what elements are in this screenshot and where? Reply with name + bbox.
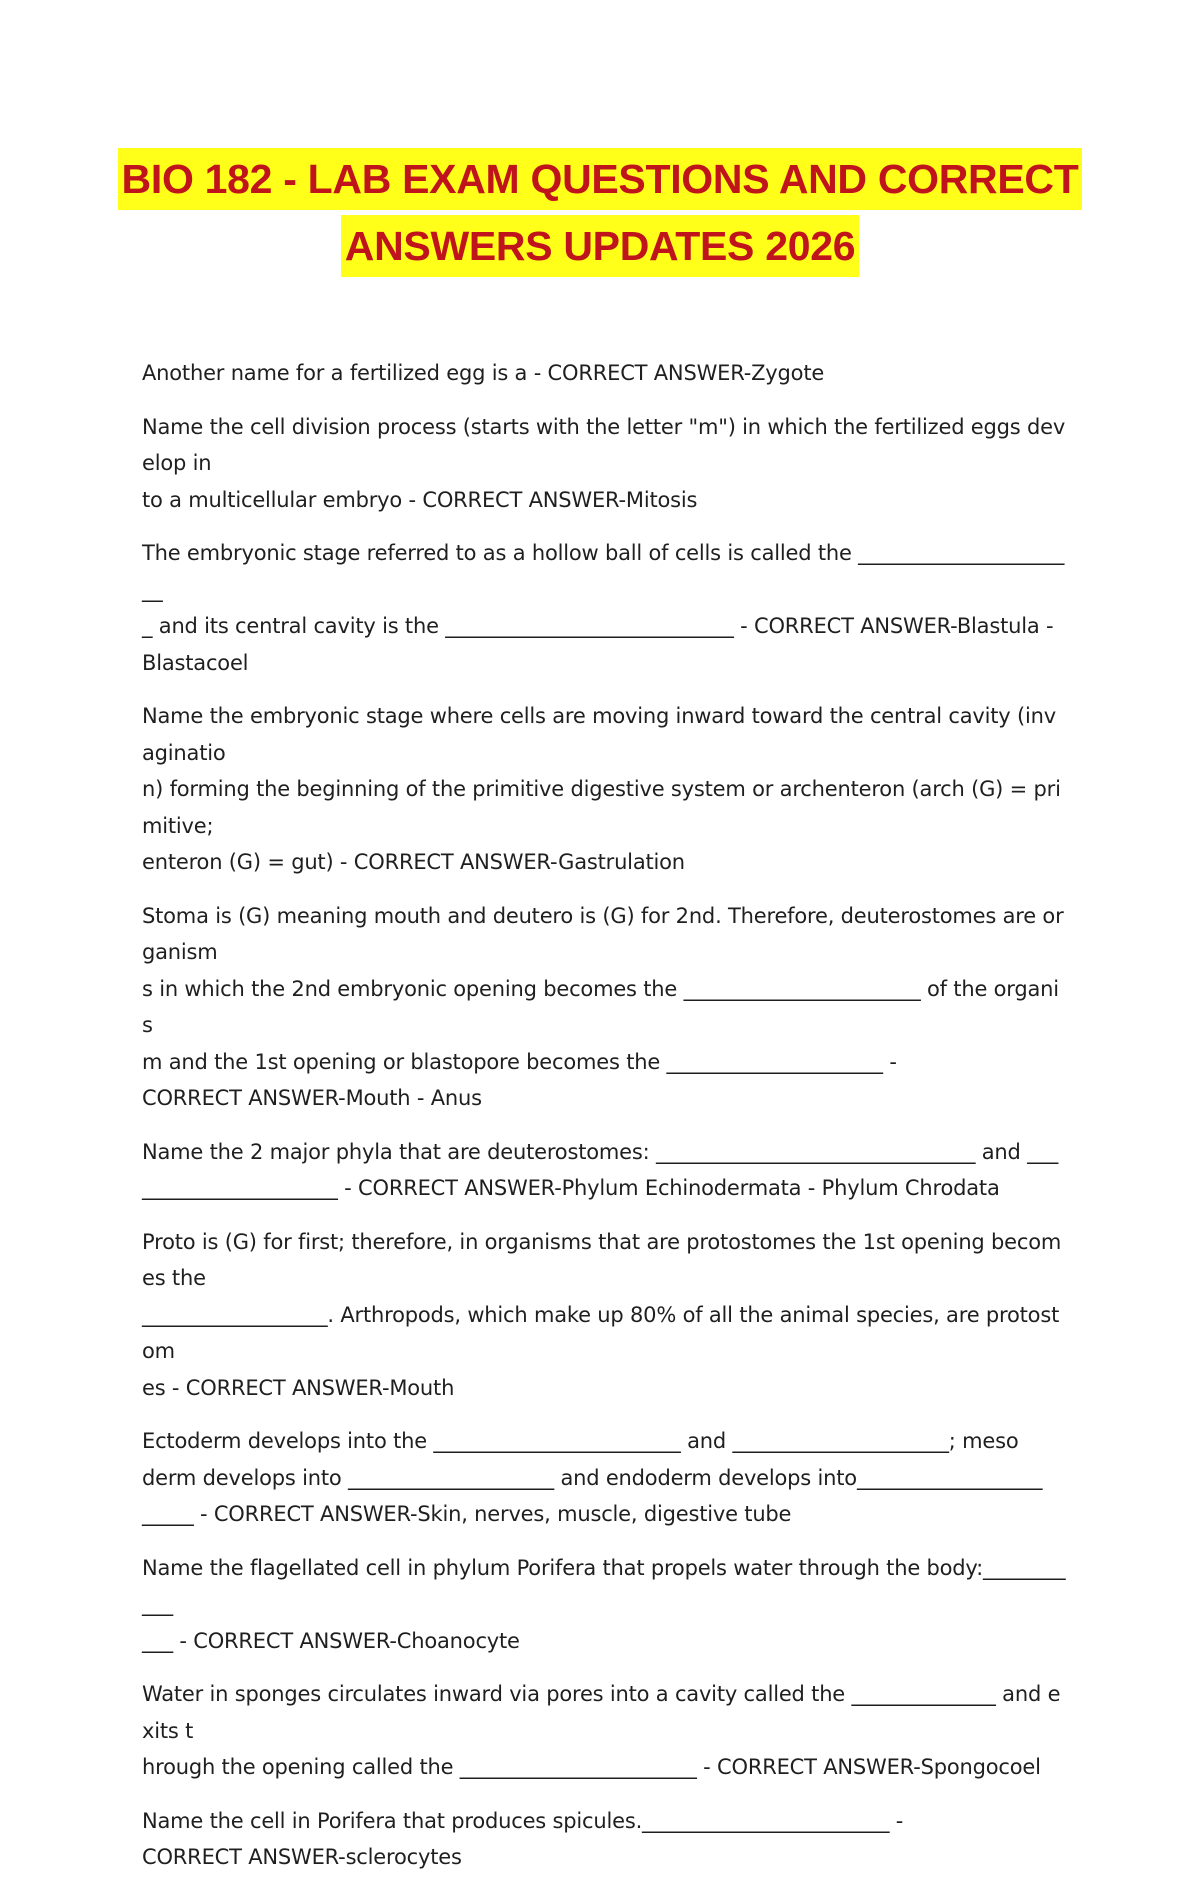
- qa-list: [142, 355, 1067, 1893]
- qa-item-4: Name the embryonic stage where cells are moving inward toward the central cavity (invaginatio n) forming the beginning of the primitive digestive system or archenteron (arch (G) = primitive; enteron (G) = gut) - CORRECT ANSWER-Gastrulation: [142, 704, 1061, 874]
- document-title: [0, 148, 1200, 282]
- qa-item-6: Name the 2 major phyla that are deuterostomes: _______________________________ and ___ ___________________ - CORRECT ANSWER-Phylum Echinodermata - Phylum Chrodata: [142, 1139, 1059, 1200]
- qa-item-10: Water in sponges circulates inward via pores into a cavity called the ______________ and exits t hrough the opening called the _______________________ - CORRECT ANSWER-Spongocoel: [142, 1682, 1061, 1779]
- qa-item-11: Name the cell in Porifera that produces spicules.________________________ - CORRECT ANSWER-sclerocytes: [142, 1808, 904, 1869]
- qa-item-8: Ectoderm develops into the ________________________ and _____________________; meso derm develops into ____________________ and endoderm develops into__________________ _____ - CORRECT ANSWER-Skin, nerves, muscle, digestive tube: [142, 1429, 1043, 1526]
- qa-item-9: Name the flagellated cell in phylum Porifera that propels water through the body:___________ ___ - CORRECT ANSWER-Choanocyte: [142, 1555, 1066, 1653]
- qa-item-1: Another name for a fertilized egg is a - CORRECT ANSWER-Zygote: [142, 361, 825, 385]
- qa-item-2: Name the cell division process (starts with the letter "m") in which the fertilized eggs develop in to a multicellular embryo - CORRECT ANSWER-Mitosis: [142, 414, 1066, 512]
- qa-item-7: Proto is (G) for first; therefore, in organisms that are protostomes the 1st opening becomes the __________________. Arthropods, which make up 80% of all the animal species, are protostom es - CORRECT ANSWER-Mouth: [142, 1229, 1062, 1400]
- title-line-2: ANSWERS UPDATES 2026: [341, 215, 859, 277]
- qa-item-5: Stoma is (G) meaning mouth and deutero is (G) for 2nd. Therefore, deuterostomes are organism s in which the 2nd embryonic opening becomes the _______________________ of the organis m and the 1st opening or blastopore becomes the _____________________ - CORRECT ANSWER-Mouth - Anus: [142, 903, 1064, 1110]
- title-line-1: BIO 182 - LAB EXAM QUESTIONS AND CORRECT: [118, 148, 1083, 210]
- qa-item-3: The embryonic stage referred to as a hollow ball of cells is called the ______________________ _ and its central cavity is the ____________________________ - CORRECT ANSWER-Blastula - Blastacoel: [142, 541, 1065, 675]
